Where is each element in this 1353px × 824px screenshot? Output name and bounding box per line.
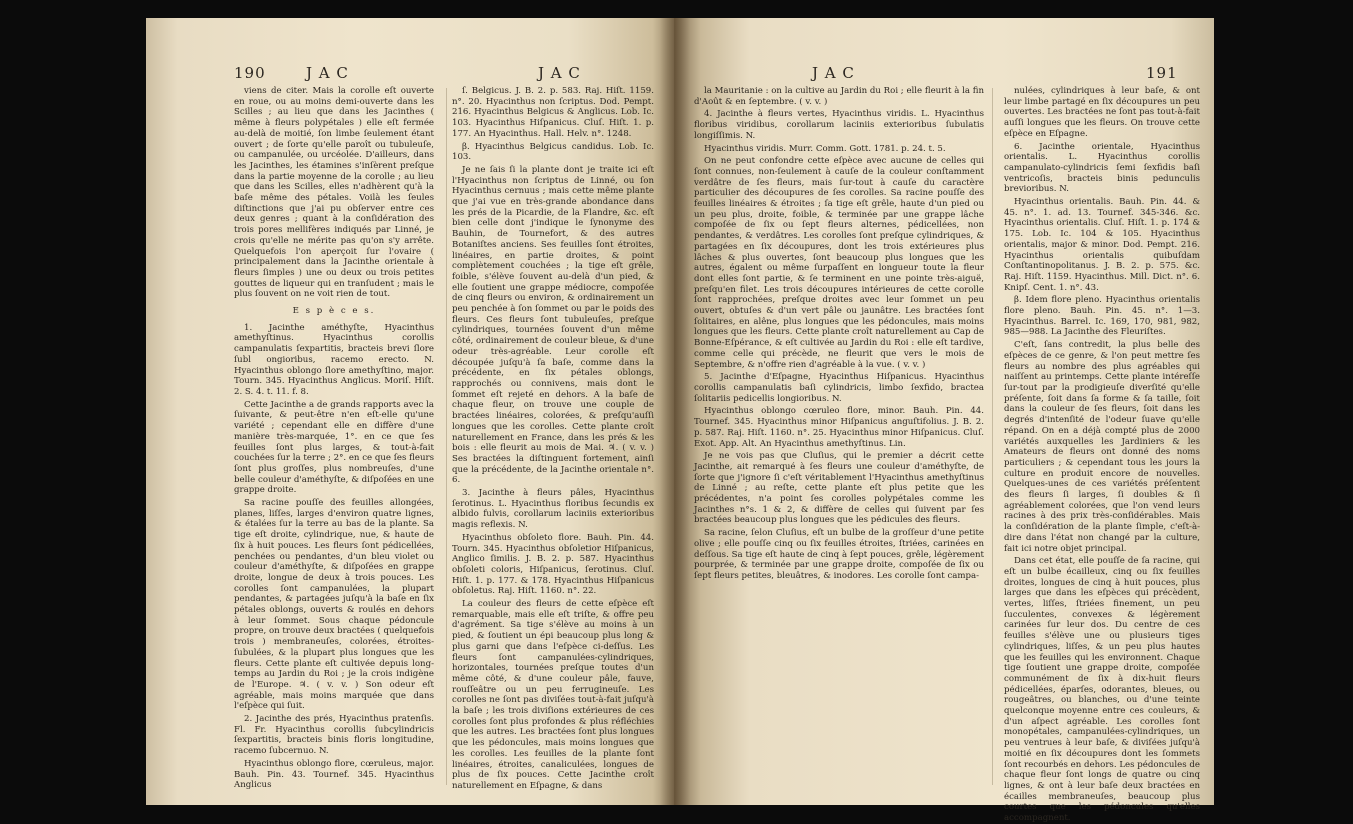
paragraph: 1. Jacinthe améthyſte, Hyacinthus amethyſtinus. Hyacinthus corollis campanulatis ſexpartitis, bracteis brevi ſlore ſubl ongioribus, racemo erecto. N. Hyacinthus oblongo ſlore amethyſtino, major. Tourn. 345. Hyacinthus Anglicus. Moriſ. Hiſt. 2. S. 4. t. 11. f. 8. bbox=[234, 322, 434, 397]
paragraph: 6. Jacinthe orientale, Hyacinthus orientalis. L. Hyacinthus corollis campanulato-cylindricis ſemi ſexfidis baſi ventricoſis, bracteis binis pedunculis brevioribus. N. bbox=[1004, 141, 1200, 195]
paragraph: Sa racine, ſelon Cluſius, eſt un bulbe de la groſſeur d'une petite olive ; elle pouſſe cinq ou ſix feuilles étroites, ſtriées, carinées en deſſous. Sa tige eſt haute de cinq à ſept pouces, grêle, légèrement pourprée, & terminée par une grappe droite, compoſée de ſix ou ſept fleurs petites, bleuâtres, & inodores. Les corolle ſont campa- bbox=[694, 528, 984, 581]
right-page bbox=[674, 18, 1214, 824]
left-running-head-b: J A C bbox=[538, 64, 581, 82]
paragraph: La couleur des fleurs de cette eſpèce eſt remarquable, mais elle eſt triſte, & offre peu d'agrément. Sa tige s'élève au moins à un pied, & ſoutient un épi beaucoup plus long & plus garni que dans l'eſpèce ci-deſſus. Les fleurs ſont campanulées-cylindriques, horizontales, tournées preſque toutes d'un même côté, & d'une couleur pâle, fauve, rouſſeâtre ou un peu ferrugineuſe. Les corolles ne ſont pas diviſées tout-à-fait juſqu'à la baſe ; les trois diviſions extérieures de ces corolles ſont plus profondes & plus réfléchies que les autres. Les bractées ſont plus longues que les pédoncules, mais moins longues que les corolles. Les feuilles de la plante ſont linéaires, étroites, canaliculées, longues de plus de ſix pouces. Cette Jacinthe croît naturellement en Eſpagne, & dans bbox=[452, 599, 654, 791]
paragraph: nulées, cylindriques à leur baſe, & ont leur limbe partagé en ſix découpures un peu ouvertes. Les bractées ne ſont pas tout-à-fait auſſi longues que les fleurs. On trouve cette eſpèce en Eſpagne. bbox=[1004, 86, 1200, 139]
paragraph: Sa racine pouſſe des feuilles allongées, planes, liſſes, larges d'environ quatre lignes, & étalées ſur la terre au bas de la plante. Sa tige eſt droite, cylindrique, nue, & haute de ſix à huit pouces. Les fleurs ſont pédicellées, penchées ou pendantes, d'un bleu violet ou couleur d'améthyſte, & diſpoſées en grappe droite, longue de deux à trois pouces. Les corolles ſont campanulées, la plupart pendantes, & partagées juſqu'à la baſe en ſix pétales oblongs, ouverts & roulés en dehors à leur ſommet. Sous chaque pédoncule propre, on trouve deux bractées ( quelquefois trois ) membraneuſes, colorées, étroites-ſubulées, & la plupart plus longues que les fleurs. Cette plante eſt cultivée depuis long-temps au Jardin du Roi ; je la crois indigène de l'Europe. ♃. ( v. v. ) Son odeur eſt agréable, mais moins marquée que dans l'eſpèce qui ſuit. bbox=[234, 498, 434, 712]
column-separator bbox=[446, 88, 447, 785]
paragraph: Dans cet état, elle pouſſe de ſa racine, qui eſt un bulbe écailleux, cinq ou ſix feuilles droites, longues de cinq à huit pouces, plus larges que dans les eſpèces qui précèdent, vertes, liſſes, ſtriées finement, un peu ſucculentes, convexes & légèrement carinées ſur leur dos. Du centre de ces feuilles s'élève une ou plusieurs tiges cylindriques, liſſes, & un peu plus hautes que les feuilles qui les environnent. Chaque tige ſoutient une grappe droite, compoſée communément de ſix à dix-huit fleurs pédicellées, éparſes, odorantes, bleues, ou rougeâtres, ou blanches, ou d'une teinte quelconque moyenne entre ces couleurs, & d'un aſpect agréable. Les corolles ſont monopétales, campanulées-cylindriques, un peu ventrues à leur baſe, & diviſées juſqu'à moitié en ſix découpures dont les ſommets ſont recourbés en dehors. Les pédoncules de chaque fleur ſont longs de quatre ou cinq lignes, & ont à leur baſe deux bractées en écailles membraneuſes, beaucoup plus courtes que les pédoncules qu'elles accompagnent. bbox=[1004, 556, 1200, 824]
paragraph: la Mauritanie : on la cultive au Jardin du Roi ; elle fleurit à la fin d'Août & en ſeptembre. ( v. v. ) bbox=[694, 86, 984, 107]
paragraph: β. Hyacinthus Belgicus candidus. Lob. Ic. 103. bbox=[452, 141, 654, 163]
paragraph: Hyacinthus viridis. Murr. Comm. Gott. 1781. p. 24. t. 5. bbox=[704, 143, 946, 154]
left-column-1 bbox=[234, 86, 434, 791]
left-page-number: 190 bbox=[234, 64, 266, 82]
paragraph: C'eſt, ſans contredit, la plus belle des eſpèces de ce genre, & l'on peut mettre ſes fleurs au nombre des plus agréables qui naiſſent au printemps. Cette plante intéreſſe ſur-tout par la prodigieuſe diverſité qu'elle préſente, ſoit dans ſa forme & ſa taille, ſoit dans la couleur de ſes fleurs, ſoit dans les degrés d'intenſité de l'odeur ſuave qu'elle répand. On en a déjà compté plus de 2000 variétés auxquelles les Jardiniers & les Amateurs de fleurs ont donné des noms particuliers ; & cependant tous les jours la culture en produit encore de nouvelles. Quelques-unes de ces variétés préſentent des fleurs ſi larges, ſi doubles & ſi agréablement colorées, que l'on vend leurs racines à des prix très-conſidérables. Mais la conſidération de la plante ſimple, c'eſt-à-dire dans l'état non changé par la culture, fait ici notre objet principal. bbox=[1004, 340, 1200, 554]
paragraph: Je ne vois pas que Cluſius, qui le premier a décrit cette Jacinthe, ait remarqué à ſes fleurs une couleur d'améthyſte, de ſorte que j'ignore ſi c'eſt véritablement l'Hyacinthus amethyſtinus de Linné ; au reſte, cette plante eſt plus petite que les précédentes, n'a point ſes corolles polypétales comme les Jacinthes n°s. 1 & 2, & diffère de celles qui ſuivent par ſes bractées beaucoup plus longues que les pédicules des fleurs. bbox=[694, 451, 984, 526]
right-page-number: 191 bbox=[1146, 64, 1178, 82]
paragraph: Je ne ſais ſi la plante dont je traite ici eſt l'Hyacinthus non ſcriptus de Linné, ou ſon Hyacinthus cernuus ; mais cette même plante que j'ai vue en très-grande abondance dans les prés de la Picardie, de la Flandre, &c. eſt bien celle dont j'indique le ſynonyme des Bauhin, de Tournefort, & des autres Botaniſtes anciens. Ses feuilles ſont étroites, linéaires, en partie droites, & point complètement couchées ; la tige eſt grêle, foible, s'élève ſouvent au-delà d'un pied, & elle ſoutient une grappe médiocre, compoſée de cinq fleurs ou environ, & ordinairement un peu penchée à ſon ſommet ou par le poids des fleurs. Ces fleurs ſont tubuleuſes, preſque cylindriques, tournées ſouvent d'un même côté, ordinairement de couleur bleue, & d'une odeur très-agréable. Leur corolle eſt découpée juſqu'à ſa baſe, comme dans la précédente, en ſix pétales oblongs, rapprochés ou connivens, mais dont le ſommet eſt rejeté en dehors. A la baſe de chaque fleur, on trouve une couple de bractées linéaires, colorées, & preſqu'auſſi longues que les corolles. Cette plante croît naturellement en France, dans les prés & les bois : elle fleurit au mois de Mai. ♃. ( v. v. ) Ses bractées la diſtinguent fortement, ainſi que la précédente, de la Jacinthe orientale n°. 6. bbox=[452, 164, 654, 486]
paragraph: 3. Jacinthe à fleurs pâles, Hyacinthus ſerotinus. L. Hyacinthus floribus ſecundis ex albido fulvis, corollarum laciniis exterioribus magis reflexis. N. bbox=[452, 488, 654, 531]
left-running-head-a: J A C bbox=[306, 64, 349, 82]
paragraph: β. Idem flore pleno. Hyacinthus orientalis flore pleno. Bauh. Pin. 45. n°. 1—3. Hyacinthus. Barrel. Ic. 169, 170, 981, 982, 985—988. La Jacinthe des Fleuriſtes. bbox=[1004, 295, 1200, 338]
right-running-head: J A C bbox=[812, 64, 855, 82]
left-column-2 bbox=[452, 86, 654, 791]
paragraph: Hyacinthus oblongo flore, cœruleus, major. Bauh. Pin. 43. Tournef. 345. Hyacinthus Anglicus bbox=[234, 758, 434, 791]
paragraph: 5. Jacinthe d'Eſpagne, Hyacinthus Hiſpanicus. Hyacinthus corollis campanulatis baſi cylindricis, limbo ſexfido, bractea ſolitariis pedicellis longioribus. N. bbox=[694, 372, 984, 404]
column-separator bbox=[992, 88, 993, 785]
paragraph: 2. Jacinthe des prés, Hyacinthus pratenſis. Fl. Fr. Hyacinthus corollis ſubcylindricis ſexpartitis, bracteis binis floris longitudine, racemo ſubcernuo. N. bbox=[234, 714, 434, 757]
paragraph: Hyacinthus obſoleto flore. Bauh. Pin. 44. Tourn. 345. Hyacinthus obſoletior Hiſpanicus, Anglico ſimilis. J. B. 2. p. 587. Hyacinthus obſoleti coloris, Hiſpanicus, ſerotinus. Cluſ. Hiſt. 1. p. 177. & 178. Hyacinthus Hiſpanicus obſoletus. Raj. Hiſt. 1160. n°. 22. bbox=[452, 532, 654, 597]
paragraph: 4. Jacinthe à fleurs vertes, Hyacinthus viridis. L. Hyacinthus floribus viridibus, corollarum laciniis exterioribus ſubulatis longiſſimis. N. bbox=[694, 109, 984, 141]
paragraph: Hyacinthus oblongo cœruleo flore, minor. Bauh. Pin. 44. Tournef. 345. Hyacinthus minor Hiſpanicus anguſtifolius. J. B. 2. p. 587. Raj. Hiſt. 1160. n°. 25. Hyacinthus minor Hiſpanicus. Cluſ. Exot. App. Alt. An Hyacinthus amethyſtinus. Lin. bbox=[694, 406, 984, 449]
right-column-1 bbox=[694, 86, 984, 786]
paragraph: E s p è c e s. bbox=[292, 306, 376, 317]
paragraph: ſ. Belgicus. J. B. 2. p. 583. Raj. Hiſt. 1159. n°. 20. Hyacinthus non ſcriptus. Dod. Pempt. 216. Hyacinthus Belgicus & Anglicus. Lob. Ic. 103. Hyacinthus Hiſpanicus. Cluſ. Hiſt. 1. p. 177. An Hyacinthus. Hall. Helv. n°. 1248. bbox=[452, 86, 654, 139]
paragraph: viens de citer. Mais la corolle eſt ouverte en roue, ou au moins demi-ouverte dans les Scilles ; au lieu que dans les Jacinthes ( même à fleurs polypétales ) elle eſt fermée au-delà de moitié, ſon limbe ſeulement étant ouvert ; de ſorte qu'elle paroît ou tubuleuſe, ou campanulée, ou urcéolée. D'ailleurs, dans les Jacinthes, les étamines s'inſèrent preſque dans la partie moyenne de la corolle ; au lieu que dans les Scilles, elles n'adhèrent qu'à la baſe même des pétales. Voilà les ſeules diſtinctions que j'ai pu obſerver entre ces deux genres ; quant à la conſidération des trois pores mellifères indiqués par Linné, je crois qu'elle ne mérite pas qu'on s'y arrête. Quelquefois l'on aperçoit ſur l'ovaire ( principalement dans la Jacinthe orientale à fleurs ſimples ) une ou deux ou trois petites gouttes de liqueur qui en tranſudent ; mais le plus ſouvent on ne voit rien de tout. bbox=[234, 86, 434, 300]
paragraph: Cette Jacinthe a de grands rapports avec la ſuivante, & peut-être n'en eſt-elle qu'une variété ; cependant elle en diffère d'une manière très-marquée, 1°. en ce que ſes feuilles ſont plus larges, & tout-à-fait couchées ſur la terre ; 2°. en ce que ſes fleurs ſont plus groſſes, plus nombreuſes, d'une belle couleur d'améthyſte, & diſpoſées en une grappe droite. bbox=[234, 399, 434, 496]
paragraph: Hyacinthus orientalis. Bauh. Pin. 44. & 45. n°. 1. ad. 13. Tournef. 345-346. &c. Hyacinthus orientalis. Cluſ. Hiſt. 1. p. 174 & 175. Lob. Ic. 104 & 105. Hyacinthus orientalis, major & minor. Dod. Pempt. 216. Hyacinthus orientalis quibuſdam Conſtantinopolitanus. J. B. 2. p. 575. &c. Raj. Hiſt. 1159. Hyacinthus. Mill. Dict. n°. 6. Knipſ. Cent. 1. n°. 43. bbox=[1004, 197, 1200, 293]
paragraph: On ne peut confondre cette eſpèce avec aucune de celles qui ſont connues, non-ſeulement à cauſe de la couleur conſtamment verdâtre de ſes fleurs, mais ſur-tout à cauſe du caractère particulier des découpures de ſes corolles. Sa racine pouſſe des feuilles linéaires & étroites ; ſa tige eſt grêle, haute d'un pied ou un peu plus, droite, foible, & terminée par une grappe lâche compoſée de ſix ou ſept fleurs alternes, pédicellées, non pendantes, & verdâtres. Les corolles ſont preſque cylindriques, & partagées en ſix découpures, dont les trois extérieures plus lâches & plus ouvertes, ſont beaucoup plus longues que les autres, égalent ou même ſurpaſſent en longueur toute la fleur dont elles ſont partie, & ſe terminent en une pointe très-aiguë, preſqu'en filet. Les trois découpures intérieures de cette corolle ſont rapprochées, preſque droites avec leur ſommet un peu ouvert, obtuſes & d'un vert pâle ou jaunâtre. Les bractées ſont ſolitaires, en alêne, plus longues que les pédoncules, mais moins longues que les fleurs. Cette plante croît naturellement au Cap de Bonne-Eſpérance, & eſt cultivée au Jardin du Roi : elle eſt tardive, comme celle qui précède, ne fleurit que vers le mois de Septembre, & n'offre rien d'agréable à la vue. ( v. v. ) bbox=[694, 156, 984, 370]
book-gutter bbox=[660, 18, 690, 805]
right-column-2 bbox=[1004, 86, 1200, 824]
left-page bbox=[146, 18, 674, 805]
